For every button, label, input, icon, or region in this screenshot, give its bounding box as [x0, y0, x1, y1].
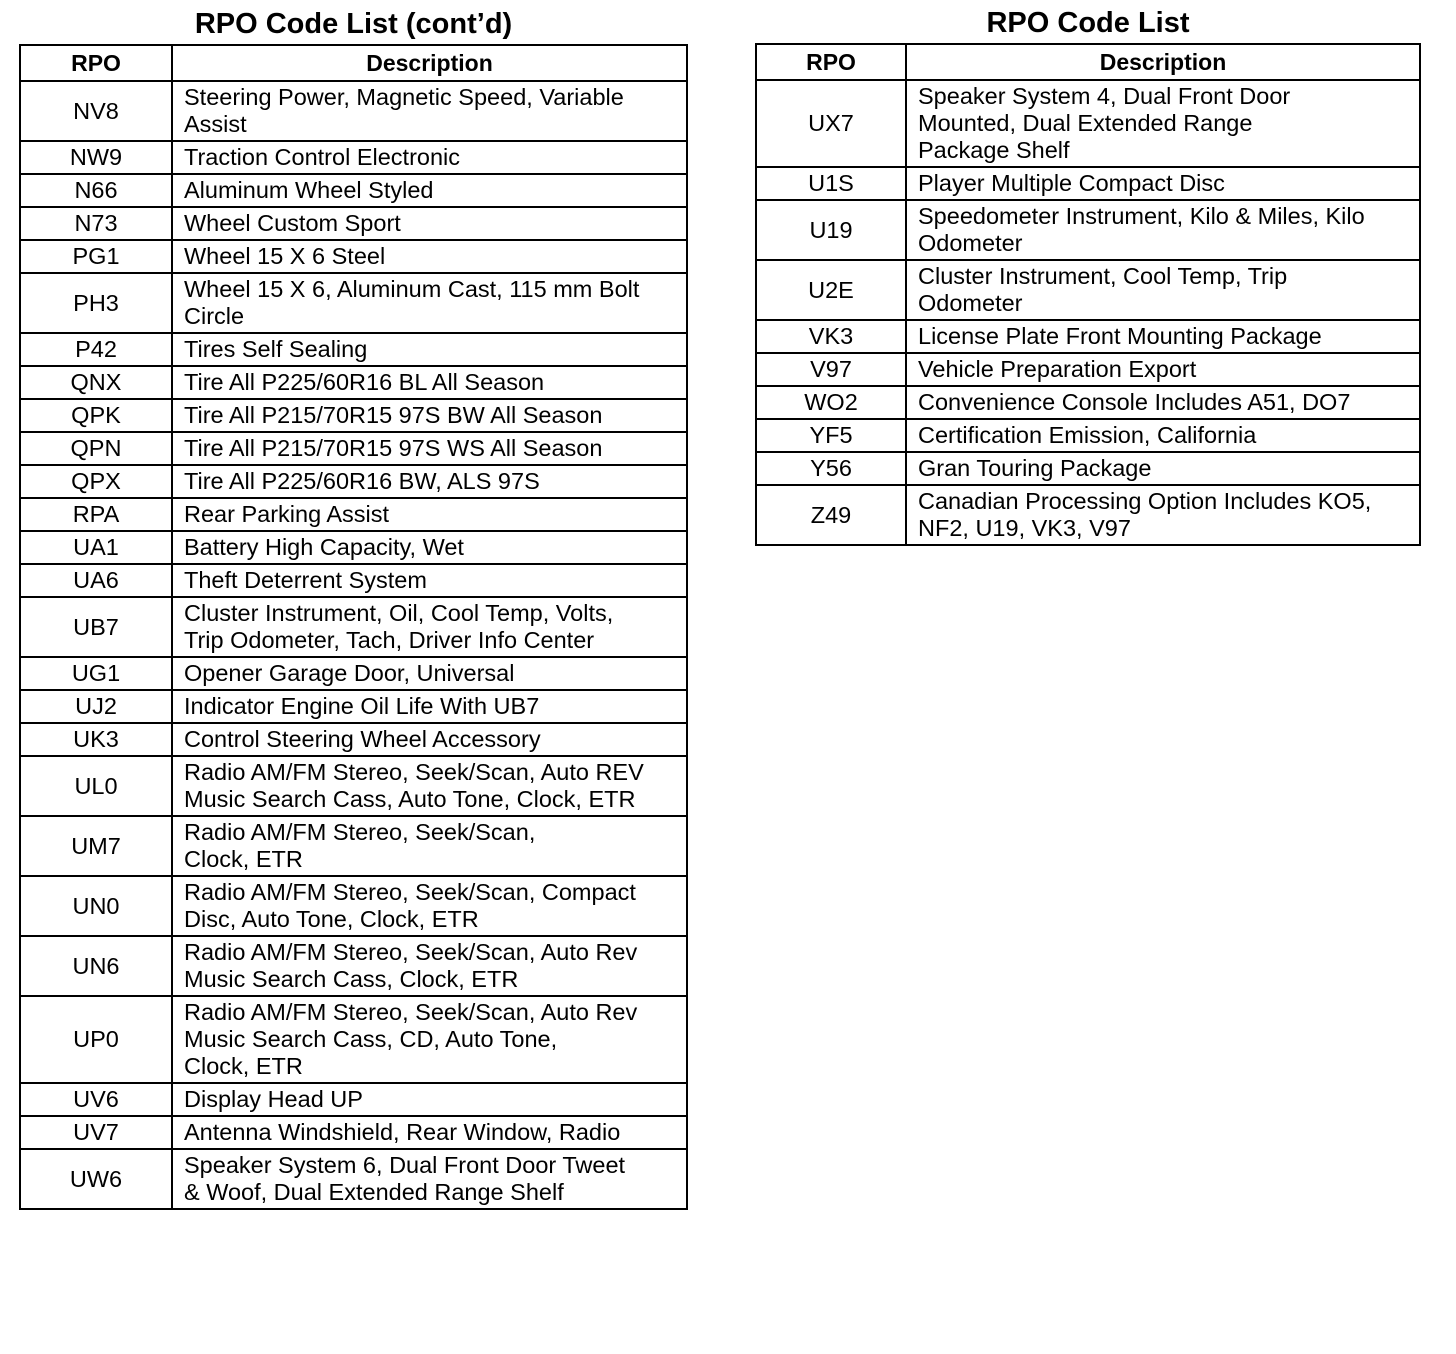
- rpo-description: [172, 1116, 687, 1149]
- rpo-description: [172, 141, 687, 174]
- rpo-description: [172, 723, 687, 756]
- rpo-description: [906, 452, 1420, 485]
- table-row: [20, 498, 687, 531]
- rpo-code: PG1: [20, 240, 172, 273]
- rpo-code: RPA: [20, 498, 172, 531]
- description-line: Tires Self Sealing: [184, 336, 368, 362]
- rpo-code: Y56: [756, 452, 906, 485]
- table-row: [20, 1116, 687, 1149]
- rpo-description: [906, 260, 1420, 320]
- rpo-code: QPN: [20, 432, 172, 465]
- table-row: [20, 432, 687, 465]
- rpo-code: UL0: [20, 756, 172, 816]
- rpo-code: UA6: [20, 564, 172, 597]
- description-line: & Woof, Dual Extended Range Shelf: [184, 1179, 564, 1205]
- rpo-code: QNX: [20, 366, 172, 399]
- table-row: [756, 80, 1420, 167]
- rpo-code: UG1: [20, 657, 172, 690]
- table-row: [20, 174, 687, 207]
- description-line: Odometer: [918, 230, 1023, 256]
- rpo-code: UX7: [756, 80, 906, 167]
- rpo-code: QPK: [20, 399, 172, 432]
- rpo-code: UJ2: [20, 690, 172, 723]
- description-line: Radio AM/FM Stereo, Seek/Scan, Auto Rev: [184, 939, 638, 965]
- description-line: Opener Garage Door, Universal: [184, 660, 515, 686]
- table-row: [20, 816, 687, 876]
- rpo-description: [172, 597, 687, 657]
- description-line: Radio AM/FM Stereo, Seek/Scan, Compact: [184, 879, 636, 905]
- description-line: Control Steering Wheel Accessory: [184, 726, 541, 752]
- description-line: Radio AM/FM Stereo, Seek/Scan,: [184, 819, 536, 845]
- table-row: [20, 690, 687, 723]
- rpo-code: UP0: [20, 996, 172, 1083]
- rpo-code: Z49: [756, 485, 906, 545]
- right-table-header-row: [756, 44, 1420, 80]
- rpo-code: WO2: [756, 386, 906, 419]
- rpo-code: U1S: [756, 167, 906, 200]
- rpo-description: [906, 419, 1420, 452]
- table-row: [20, 366, 687, 399]
- description-line: Battery High Capacity, Wet: [184, 534, 464, 560]
- description-line: Cluster Instrument, Oil, Cool Temp, Volts,: [184, 600, 614, 626]
- table-row: [20, 756, 687, 816]
- table-row: [756, 353, 1420, 386]
- table-row: [20, 723, 687, 756]
- table-row: [756, 419, 1420, 452]
- rpo-description: [172, 690, 687, 723]
- description-line: Convenience Console Includes A51, DO7: [918, 389, 1351, 415]
- rpo-code: NV8: [20, 81, 172, 141]
- table-row: [20, 333, 687, 366]
- right-table-body: [756, 80, 1420, 545]
- rpo-code: UK3: [20, 723, 172, 756]
- description-line: Canadian Processing Option Includes KO5,: [918, 488, 1372, 514]
- description-line: Speedometer Instrument, Kilo & Miles, Kilo: [918, 203, 1365, 229]
- rpo-code: U2E: [756, 260, 906, 320]
- table-row: [20, 141, 687, 174]
- left-table-body: [20, 81, 687, 1209]
- left-rpo-table: [19, 44, 688, 1210]
- description-line: Circle: [184, 303, 245, 329]
- table-row: [20, 1149, 687, 1209]
- rpo-description: [172, 996, 687, 1083]
- rpo-description: [172, 816, 687, 876]
- right-panel: [755, 3, 1421, 546]
- description-line: Tire All P215/70R15 97S WS All Season: [184, 435, 603, 461]
- description-line: Vehicle Preparation Export: [918, 356, 1197, 382]
- description-line: Music Search Cass, Clock, ETR: [184, 966, 519, 992]
- description-line: Antenna Windshield, Rear Window, Radio: [184, 1119, 621, 1145]
- rpo-description: [172, 207, 687, 240]
- rpo-description: [906, 200, 1420, 260]
- table-row: [756, 452, 1420, 485]
- rpo-code: UV6: [20, 1083, 172, 1116]
- description-line: Speaker System 4, Dual Front Door: [918, 83, 1291, 109]
- table-row: [20, 1083, 687, 1116]
- description-line: Wheel Custom Sport: [184, 210, 401, 236]
- rpo-description: [172, 465, 687, 498]
- rpo-code: UM7: [20, 816, 172, 876]
- rpo-description: [172, 876, 687, 936]
- description-line: Cluster Instrument, Cool Temp, Trip: [918, 263, 1288, 289]
- description-line: Theft Deterrent System: [184, 567, 427, 593]
- rpo-code: YF5: [756, 419, 906, 452]
- rpo-description: [906, 386, 1420, 419]
- description-line: Mounted, Dual Extended Range: [918, 110, 1253, 136]
- table-row: [20, 240, 687, 273]
- description-line: Tire All P225/60R16 BL All Season: [184, 369, 545, 395]
- rpo-code: QPX: [20, 465, 172, 498]
- table-row: [756, 386, 1420, 419]
- rpo-code: P42: [20, 333, 172, 366]
- rpo-code: N73: [20, 207, 172, 240]
- right-header-rpo: RPO: [756, 44, 906, 80]
- left-header-description: Description: [172, 45, 687, 81]
- rpo-description: [906, 167, 1420, 200]
- rpo-description: [172, 366, 687, 399]
- table-row: [20, 399, 687, 432]
- table-row: [20, 597, 687, 657]
- left-table-header-row: [20, 45, 687, 81]
- description-line: Player Multiple Compact Disc: [918, 170, 1225, 196]
- rpo-code: VK3: [756, 320, 906, 353]
- description-line: Indicator Engine Oil Life With UB7: [184, 693, 540, 719]
- table-row: [20, 657, 687, 690]
- table-row: [20, 876, 687, 936]
- table-row: [756, 260, 1420, 320]
- table-row: [20, 273, 687, 333]
- description-line: Tire All P215/70R15 97S BW All Season: [184, 402, 603, 428]
- rpo-description: [906, 80, 1420, 167]
- description-line: Odometer: [918, 290, 1023, 316]
- description-line: Assist: [184, 111, 247, 137]
- table-row: [756, 320, 1420, 353]
- rpo-code: N66: [20, 174, 172, 207]
- table-row: [20, 465, 687, 498]
- table-row: [756, 485, 1420, 545]
- description-line: Speaker System 6, Dual Front Door Tweet: [184, 1152, 626, 1178]
- rpo-description: [172, 936, 687, 996]
- left-header-rpo: RPO: [20, 45, 172, 81]
- rpo-code: UA1: [20, 531, 172, 564]
- description-line: Clock, ETR: [184, 846, 303, 872]
- left-panel-title: RPO Code List (cont’d): [194, 8, 513, 40]
- rpo-description: [172, 498, 687, 531]
- description-line: NF2, U19, VK3, V97: [918, 515, 1131, 541]
- description-line: Trip Odometer, Tach, Driver Info Center: [184, 627, 595, 653]
- rpo-description: [172, 531, 687, 564]
- description-line: Tire All P225/60R16 BW, ALS 97S: [184, 468, 540, 494]
- table-row: [20, 996, 687, 1083]
- rpo-description: [172, 657, 687, 690]
- rpo-code: UW6: [20, 1149, 172, 1209]
- rpo-code: UV7: [20, 1116, 172, 1149]
- rpo-code: UN6: [20, 936, 172, 996]
- right-panel-title: RPO Code List: [986, 7, 1190, 39]
- rpo-description: [172, 333, 687, 366]
- left-panel: [19, 4, 688, 1210]
- description-line: Package Shelf: [918, 137, 1070, 163]
- description-line: Clock, ETR: [184, 1053, 303, 1079]
- rpo-code: NW9: [20, 141, 172, 174]
- table-row: [20, 207, 687, 240]
- rpo-description: [172, 564, 687, 597]
- description-line: Music Search Cass, Auto Tone, Clock, ETR: [184, 786, 636, 812]
- rpo-description: [172, 399, 687, 432]
- rpo-description: [906, 485, 1420, 545]
- table-row: [20, 531, 687, 564]
- rpo-description: [172, 273, 687, 333]
- table-row: [756, 167, 1420, 200]
- description-line: Aluminum Wheel Styled: [184, 177, 434, 203]
- description-line: License Plate Front Mounting Package: [918, 323, 1322, 349]
- rpo-code: U19: [756, 200, 906, 260]
- table-row: [756, 200, 1420, 260]
- description-line: Gran Touring Package: [918, 455, 1152, 481]
- description-line: Certification Emission, California: [918, 422, 1257, 448]
- table-row: [20, 936, 687, 996]
- description-line: Traction Control Electronic: [184, 144, 461, 170]
- rpo-code: UN0: [20, 876, 172, 936]
- description-line: Wheel 15 X 6, Aluminum Cast, 115 mm Bolt: [184, 276, 640, 302]
- rpo-code: V97: [756, 353, 906, 386]
- table-row: [20, 81, 687, 141]
- description-line: Display Head UP: [184, 1086, 363, 1112]
- rpo-code: PH3: [20, 273, 172, 333]
- rpo-description: [172, 81, 687, 141]
- description-line: Music Search Cass, CD, Auto Tone,: [184, 1026, 558, 1052]
- description-line: Wheel 15 X 6 Steel: [184, 243, 386, 269]
- rpo-description: [172, 756, 687, 816]
- rpo-description: [172, 1149, 687, 1209]
- description-line: Radio AM/FM Stereo, Seek/Scan, Auto REV: [184, 759, 644, 785]
- right-rpo-table: [755, 43, 1421, 546]
- rpo-description: [172, 174, 687, 207]
- rpo-description: [172, 432, 687, 465]
- rpo-description: [172, 240, 687, 273]
- right-header-description: Description: [906, 44, 1420, 80]
- rpo-description: [172, 1083, 687, 1116]
- rpo-description: [906, 320, 1420, 353]
- rpo-description: [906, 353, 1420, 386]
- table-row: [20, 564, 687, 597]
- description-line: Steering Power, Magnetic Speed, Variable: [184, 84, 624, 110]
- description-line: Radio AM/FM Stereo, Seek/Scan, Auto Rev: [184, 999, 638, 1025]
- rpo-code: UB7: [20, 597, 172, 657]
- description-line: Rear Parking Assist: [184, 501, 390, 527]
- description-line: Disc, Auto Tone, Clock, ETR: [184, 906, 479, 932]
